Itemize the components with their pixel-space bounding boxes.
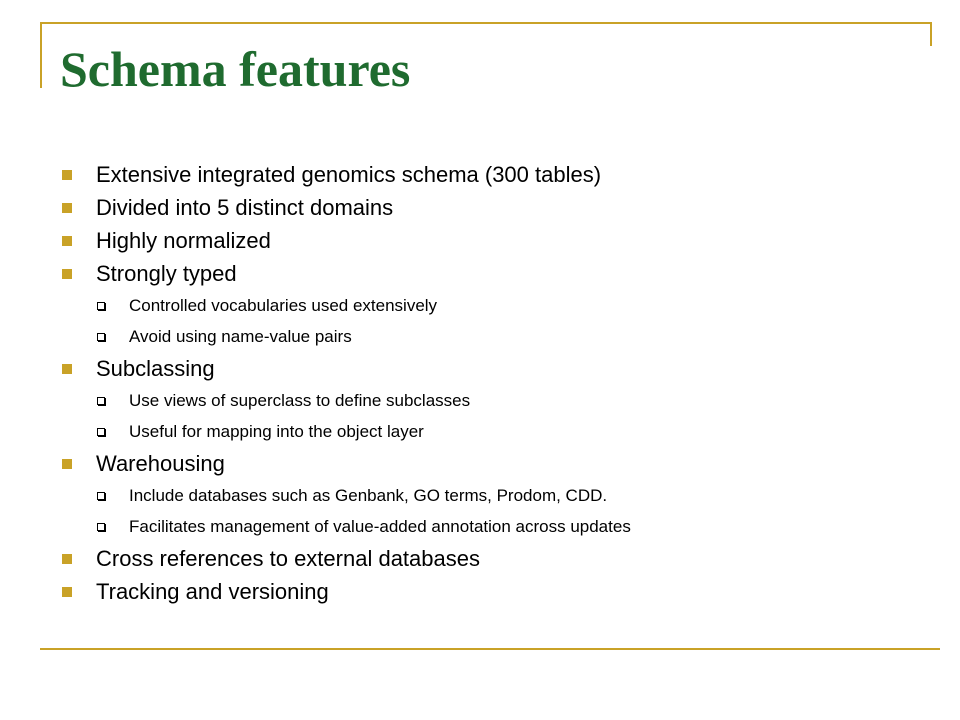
- bullet-item: [62, 352, 922, 385]
- bullet-item: [62, 542, 922, 575]
- sub-bullet-item: [62, 385, 922, 416]
- bullet-text: Highly normalized: [96, 228, 271, 253]
- slide-title: Schema features: [60, 41, 411, 97]
- hollow-square-bullet-icon: [97, 492, 105, 500]
- bullet-list: [62, 158, 922, 608]
- frame-right-rule: [930, 22, 932, 46]
- bullet-item: [62, 447, 922, 480]
- square-bullet-icon: [62, 236, 72, 246]
- hollow-square-bullet-icon: [97, 523, 105, 531]
- frame-left-rule: [40, 22, 42, 88]
- hollow-square-bullet-icon: [97, 428, 105, 436]
- bullet-item: [62, 575, 922, 608]
- bullet-text: Warehousing: [96, 451, 225, 476]
- frame-top-rule: [40, 22, 932, 24]
- square-bullet-icon: [62, 203, 72, 213]
- bullet-item: [62, 224, 922, 257]
- sub-bullet-text: Use views of superclass to define subclasses: [129, 391, 471, 410]
- sub-bullet-item: [62, 416, 922, 447]
- square-bullet-icon: [62, 364, 72, 374]
- sub-bullet-item: [62, 290, 922, 321]
- sub-bullet-text: Controlled vocabularies used extensively: [129, 296, 438, 315]
- square-bullet-icon: [62, 170, 72, 180]
- bullet-text: Subclassing: [96, 356, 215, 381]
- square-bullet-icon: [62, 587, 72, 597]
- sub-bullet-item: [62, 480, 922, 511]
- square-bullet-icon: [62, 269, 72, 279]
- bullet-item: [62, 191, 922, 224]
- bullet-item: [62, 257, 922, 290]
- bullet-text: Strongly typed: [96, 261, 237, 286]
- bullet-text: Tracking and versioning: [96, 579, 329, 604]
- hollow-square-bullet-icon: [97, 333, 105, 341]
- sub-bullet-text: Facilitates management of value-added annotation across updates: [129, 517, 631, 536]
- hollow-square-bullet-icon: [97, 397, 105, 405]
- bullet-text: Extensive integrated genomics schema (300 tables): [96, 162, 602, 187]
- square-bullet-icon: [62, 554, 72, 564]
- hollow-square-bullet-icon: [97, 302, 105, 310]
- frame-bottom-rule: [40, 648, 940, 650]
- bullet-text: Divided into 5 distinct domains: [96, 195, 394, 220]
- sub-bullet-text: Include databases such as Genbank, GO terms, Prodom, CDD.: [129, 486, 608, 505]
- square-bullet-icon: [62, 459, 72, 469]
- sub-bullet-item: [62, 511, 922, 542]
- sub-bullet-text: Avoid using name-value pairs: [129, 327, 352, 346]
- bullet-item: [62, 158, 922, 191]
- bullet-text: Cross references to external databases: [96, 546, 480, 571]
- sub-bullet-item: [62, 321, 922, 352]
- sub-bullet-text: Useful for mapping into the object layer: [129, 422, 424, 441]
